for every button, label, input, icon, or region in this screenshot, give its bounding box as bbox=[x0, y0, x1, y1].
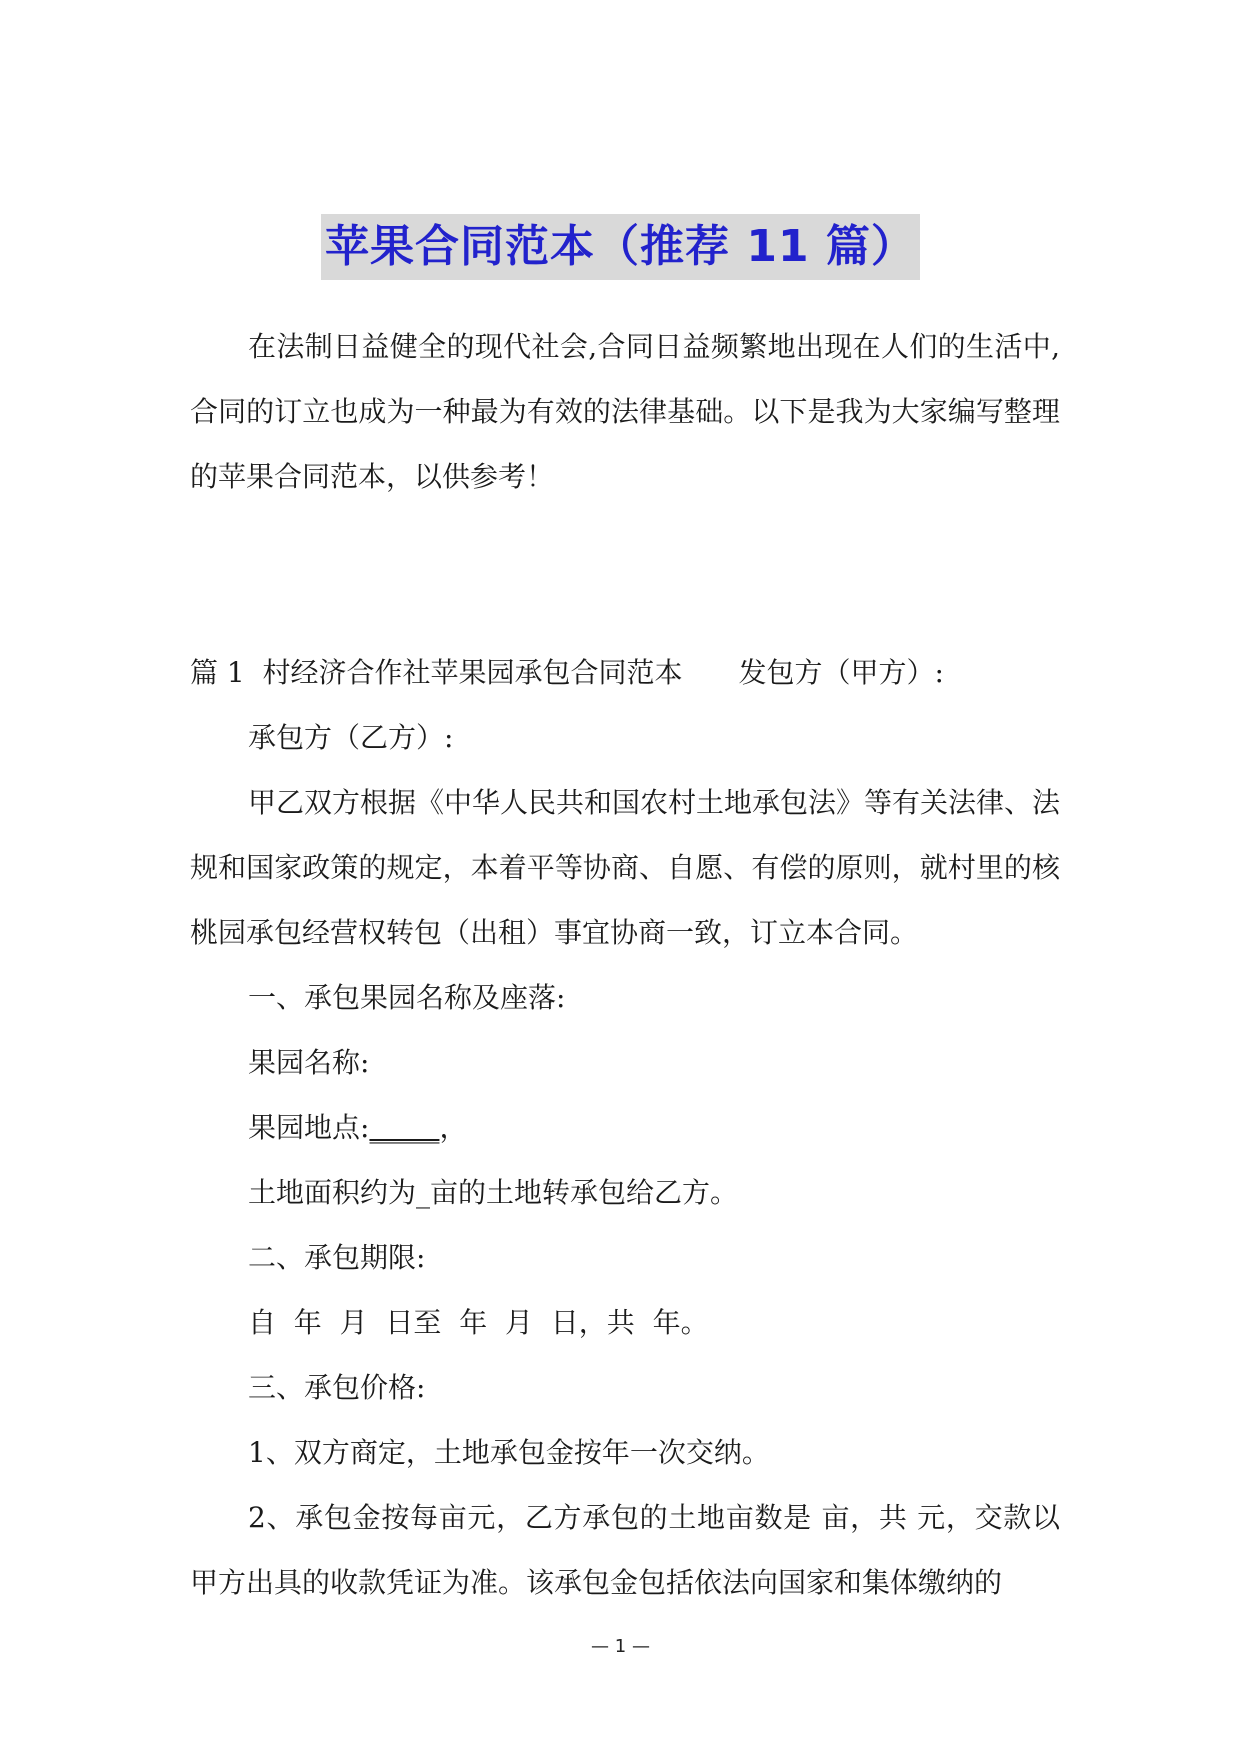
section-1-heading-line bbox=[190, 640, 1060, 705]
intro-block bbox=[190, 314, 1060, 509]
price-item-1: 1、双方商定，土地承包金按年一次交纳。 bbox=[248, 1436, 770, 1469]
land-area-line: 土地面积约为_亩的土地转承包给乙方。 bbox=[248, 1176, 739, 1209]
document-title: 苹果合同范本（推荐 11 篇） bbox=[321, 214, 920, 280]
clause-1-heading: 一、承包果园名称及座落: bbox=[248, 981, 566, 1014]
term-line: 自 年 月 日至 年 月 日，共 年。 bbox=[248, 1306, 709, 1339]
section-1-heading: 篇 1 村经济合作社苹果园承包合同范本 bbox=[190, 656, 683, 689]
intro-paragraph: 在法制日益健全的现代社会,合同日益频繁地出现在人们的生活中,合同的订立也成为一种最为有效的法律基础。以下是我为大家编写整理的苹果合同范本，以供参考！ bbox=[190, 330, 1060, 493]
orchard-name-label: 果园名称: bbox=[248, 1046, 370, 1079]
orchard-location-blank: _____ bbox=[369, 1111, 440, 1144]
section-1 bbox=[190, 640, 1060, 1615]
party-b-label: 承包方（乙方）: bbox=[248, 721, 454, 754]
title-container bbox=[0, 214, 1241, 280]
orchard-location-end: ， bbox=[439, 1111, 468, 1144]
basis-paragraph: 甲乙双方根据《中华人民共和国农村土地承包法》等有关法律、法规和国家政策的规定，本着平等协商、自愿、有偿的原则，就村里的核桃园承包经营权转包（出租）事宜协商一致，订立本合同。 bbox=[190, 786, 1061, 949]
orchard-location-line bbox=[190, 1095, 1060, 1160]
price-item-2: 2、承包金按每亩元，乙方承包的土地亩数是 亩，共 元，交款以甲方出具的收款凭证为准。该承包金包括依法向国家和集体缴纳的 bbox=[190, 1501, 1060, 1599]
orchard-location-label: 果园地点: bbox=[248, 1111, 370, 1144]
page-number: — 1 — bbox=[591, 1636, 650, 1657]
clause-3-heading: 三、承包价格: bbox=[248, 1371, 426, 1404]
clause-2-heading: 二、承包期限: bbox=[248, 1241, 426, 1274]
party-a-label: 发包方（甲方）: bbox=[738, 656, 944, 689]
